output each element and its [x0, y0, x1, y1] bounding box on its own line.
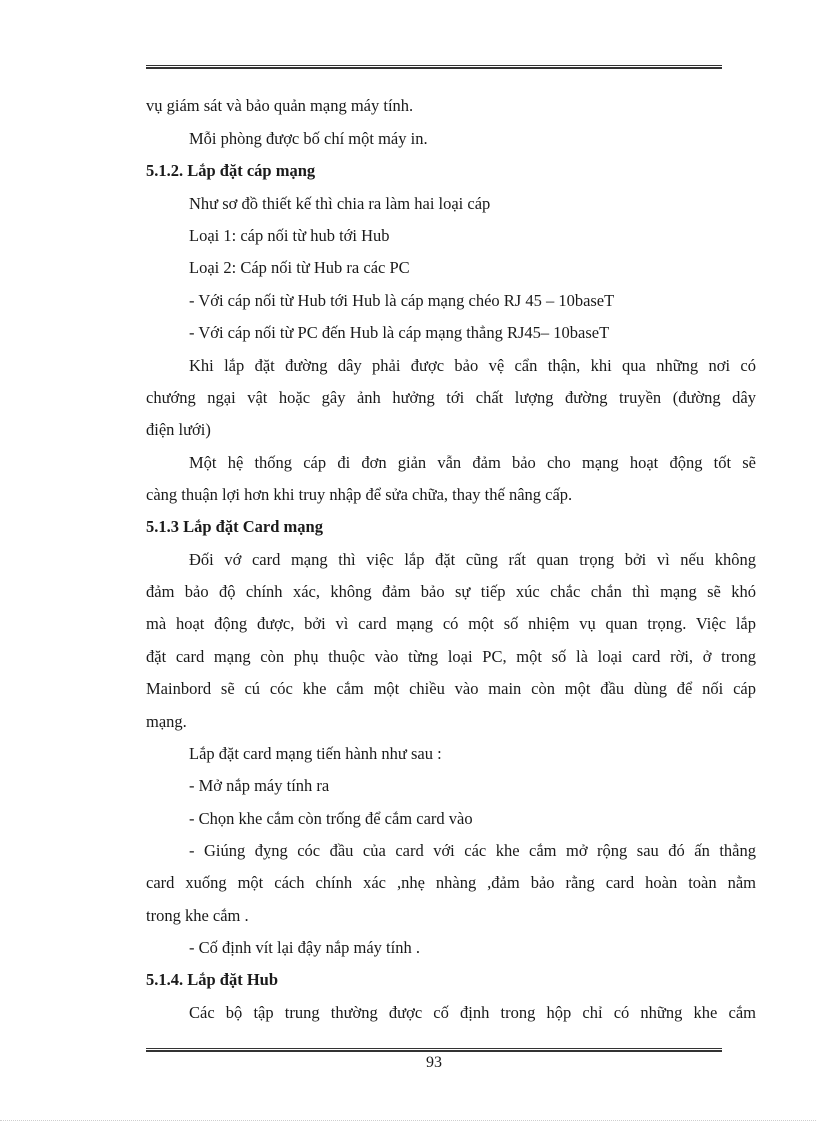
text-line: Như sơ đồ thiết kế thì chia ra làm hai loại cáp — [189, 194, 491, 213]
text-line: - Chọn khe cắm còn trống để cắm card vào — [189, 809, 473, 828]
footer-rule — [146, 1048, 722, 1052]
text-line: chướng ngại vật hoặc gây ảnh hưởng tới chất lượng đường truyền (đường dây — [146, 388, 756, 407]
text-line: Khi lắp đặt đường dây phải được bảo vệ cẩn thận, khi qua những nơi có — [189, 356, 756, 375]
text-line: điện lưới) — [146, 420, 211, 439]
page-number: 93 — [426, 1054, 442, 1071]
text-line: Loại 2: Cáp nối từ Hub ra các PC — [189, 258, 410, 277]
text-line: trong khe cắm . — [146, 906, 249, 925]
section-heading: 5.1.3 Lắp đặt Card mạng — [146, 517, 323, 536]
text-line: - Giúng đỵng cóc đầu của card với các khe cắm mở rộng sau đó ấn thẳng — [189, 841, 756, 860]
text-line: Các bộ tập trung thường được cố định trong hộp chỉ có những khe cắm — [189, 1003, 756, 1022]
text-line: vụ giám sát và bảo quản mạng máy tính. — [146, 96, 414, 115]
text-line: Loại 1: cáp nối từ hub tới Hub — [189, 226, 390, 245]
text-line: card xuống một cách chính xác ,nhẹ nhàng ,đảm bảo rằng card hoàn toàn nằm — [146, 873, 756, 892]
text-line: đặt card mạng còn phụ thuộc vào từng loại PC, một số là loại card rời, ở trong — [146, 647, 756, 666]
text-line: Mainbord sẽ cú cóc khe cắm một chiều vào main còn một đầu dùng để nối cáp — [146, 679, 756, 698]
text-line: Lắp đặt card mạng tiến hành như sau : — [189, 744, 442, 763]
text-line: đảm bảo độ chính xác, không đảm bảo sự tiếp xúc chắc chắn thì mạng sẽ khó — [146, 582, 756, 601]
text-line: càng thuận lợi hơn khi truy nhập để sửa chữa, thay thế nâng cấp. — [146, 485, 573, 504]
text-line: - Cố định vít lại đậy nắp máy tính . — [189, 938, 420, 957]
section-heading: 5.1.4. Lắp đặt Hub — [146, 970, 279, 989]
text-line: Một hệ thống cáp đi đơn giản vẫn đảm bảo cho mạng hoạt động tốt sẽ — [189, 453, 756, 472]
text-line: - Với cáp nối từ PC đến Hub là cáp mạng thẳng RJ45– 10baseT — [189, 323, 610, 342]
text-line: - Mở nắp máy tính ra — [189, 776, 330, 795]
text-line: Đối vớ card mạng thì việc lắp đặt cũng rất quan trọng bởi vì nếu không — [189, 550, 756, 569]
text-line: Mỗi phòng được bố chí một máy in. — [189, 129, 428, 148]
section-heading: 5.1.2. Lắp đặt cáp mạng — [146, 161, 316, 180]
text-line: - Với cáp nối từ Hub tới Hub là cáp mạng chéo RJ 45 – 10baseT — [189, 291, 615, 310]
page-edge — [0, 1120, 816, 1121]
text-line: mà hoạt động được, bởi vì card mạng có một số nhiệm vụ quan trọng. Việc lắp — [146, 614, 756, 633]
text-line: mạng. — [146, 712, 187, 731]
header-rule — [146, 65, 722, 69]
